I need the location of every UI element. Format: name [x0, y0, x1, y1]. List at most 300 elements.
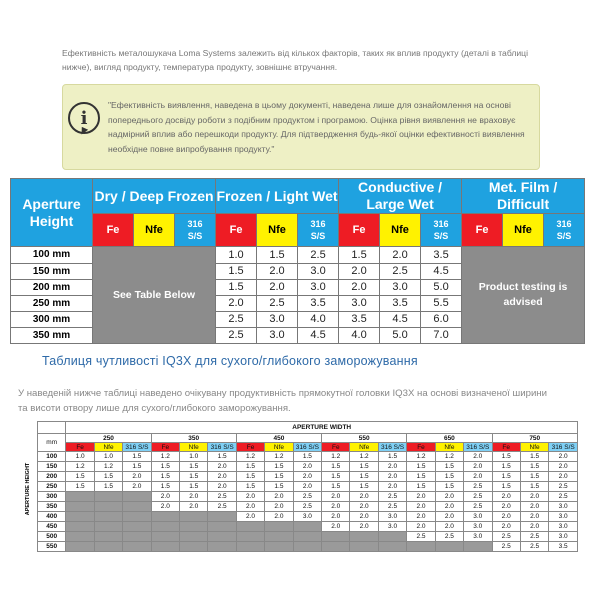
- value-cell: 1.5: [322, 462, 350, 472]
- value-cell: 2.5: [492, 542, 520, 552]
- value-cell: 1.5: [339, 247, 380, 263]
- width-header: 550: [322, 434, 407, 443]
- value-cell: 2.0: [208, 482, 236, 492]
- value-cell: 1.5: [66, 482, 94, 492]
- empty-cell: [94, 502, 122, 512]
- sensitivity-table: [37, 421, 578, 552]
- value-cell: 1.0: [66, 452, 94, 462]
- empty-cell: [151, 512, 179, 522]
- dry-see-below-note: See Table Below: [93, 247, 216, 344]
- fe-header: Fe: [339, 214, 380, 247]
- info-icon: i: [68, 102, 100, 134]
- value-cell: 2.0: [549, 472, 578, 482]
- table-row: [38, 512, 578, 522]
- value-cell: 1.2: [151, 452, 179, 462]
- table-row: [38, 482, 578, 492]
- value-cell: 2.0: [492, 512, 520, 522]
- value-cell: 1.5: [520, 482, 548, 492]
- value-cell: 2.0: [322, 502, 350, 512]
- value-cell: 3.0: [549, 512, 578, 522]
- nfe-header: Nfe: [435, 443, 463, 452]
- value-cell: 1.5: [350, 462, 378, 472]
- value-cell: 1.5: [350, 472, 378, 482]
- value-cell: 2.0: [265, 502, 293, 512]
- value-cell: 1.5: [151, 462, 179, 472]
- value-cell: 1.5: [236, 462, 264, 472]
- value-cell: 2.5: [549, 482, 578, 492]
- table-row: [38, 472, 578, 482]
- empty-cell: [293, 542, 321, 552]
- value-cell: 2.0: [322, 512, 350, 522]
- aperture-height-header: Aperture Height: [11, 179, 93, 247]
- value-cell: 3.0: [549, 502, 578, 512]
- height-label: 300: [38, 492, 66, 502]
- empty-cell: [66, 532, 94, 542]
- fe-header: Fe: [407, 443, 435, 452]
- value-cell: 1.5: [257, 247, 298, 263]
- value-cell: 2.0: [322, 492, 350, 502]
- value-cell: 1.0: [216, 247, 257, 263]
- empty-cell: [94, 542, 122, 552]
- value-cell: 2.5: [216, 327, 257, 343]
- value-cell: 2.0: [492, 522, 520, 532]
- empty-cell: [208, 522, 236, 532]
- value-cell: 2.5: [492, 532, 520, 542]
- value-cell: 2.0: [236, 492, 264, 502]
- value-cell: 1.2: [66, 462, 94, 472]
- value-cell: 2.5: [407, 532, 435, 542]
- empty-cell: [464, 542, 492, 552]
- value-cell: 7.0: [421, 327, 462, 343]
- ss-header: 316 S/S: [123, 443, 151, 452]
- value-cell: 2.0: [407, 502, 435, 512]
- value-cell: 1.5: [123, 462, 151, 472]
- value-cell: 3.0: [464, 522, 492, 532]
- nfe-header: Nfe: [134, 214, 175, 247]
- value-cell: 1.5: [492, 452, 520, 462]
- group-dry-header: Dry / Deep Frozen: [93, 179, 216, 214]
- nfe-header: Nfe: [257, 214, 298, 247]
- value-cell: 1.0: [180, 452, 208, 462]
- group-frozen-header: Frozen / Light Wet: [216, 179, 339, 214]
- table-row: [38, 462, 578, 472]
- value-cell: 1.5: [435, 482, 463, 492]
- empty-cell: [180, 512, 208, 522]
- nfe-header: Nfe: [503, 214, 544, 247]
- value-cell: 2.5: [257, 295, 298, 311]
- value-cell: 2.5: [216, 311, 257, 327]
- value-cell: 2.0: [350, 502, 378, 512]
- value-cell: 1.5: [180, 482, 208, 492]
- value-cell: 2.0: [322, 522, 350, 532]
- mm-label: mm: [38, 434, 66, 452]
- empty-cell: [151, 542, 179, 552]
- corner-cell: [38, 422, 66, 434]
- value-cell: 2.5: [298, 247, 339, 263]
- empty-cell: [350, 532, 378, 542]
- height-label: 550: [38, 542, 66, 552]
- value-cell: 1.5: [123, 452, 151, 462]
- value-cell: 2.0: [435, 522, 463, 532]
- empty-cell: [350, 542, 378, 552]
- ss-header: 316 S/S: [421, 214, 462, 247]
- value-cell: 1.5: [492, 472, 520, 482]
- empty-cell: [265, 532, 293, 542]
- empty-cell: [322, 542, 350, 552]
- ss-header: 316 S/S: [549, 443, 578, 452]
- value-cell: 1.5: [407, 482, 435, 492]
- ss-header: 316 S/S: [378, 443, 406, 452]
- value-cell: 2.5: [293, 492, 321, 502]
- value-cell: 2.0: [520, 512, 548, 522]
- height-label: 350: [38, 502, 66, 512]
- fe-header: Fe: [66, 443, 94, 452]
- value-cell: 2.0: [378, 462, 406, 472]
- empty-cell: [407, 542, 435, 552]
- value-cell: 2.0: [380, 247, 421, 263]
- value-cell: 1.2: [435, 452, 463, 462]
- width-header: 250: [66, 434, 151, 443]
- width-header: 350: [151, 434, 236, 443]
- empty-cell: [123, 532, 151, 542]
- table-description: У наведеній нижче таблиці наведено очікувану продуктивність прямокутної головки IQ3X на основі визначеної ширини та висоти отвору лише для сухого/глибокого заморожування.: [18, 388, 547, 414]
- value-cell: 2.5: [464, 492, 492, 502]
- value-cell: 1.5: [236, 472, 264, 482]
- value-cell: 3.0: [378, 512, 406, 522]
- value-cell: 2.0: [407, 522, 435, 532]
- value-cell: 1.5: [293, 452, 321, 462]
- value-cell: 1.2: [350, 452, 378, 462]
- value-cell: 2.0: [339, 279, 380, 295]
- value-cell: 1.2: [265, 452, 293, 462]
- height-label: 100: [38, 452, 66, 462]
- height-label: 150: [38, 462, 66, 472]
- fe-header: Fe: [151, 443, 179, 452]
- value-cell: 1.5: [435, 462, 463, 472]
- value-cell: 2.0: [520, 502, 548, 512]
- value-cell: 2.5: [520, 532, 548, 542]
- empty-cell: [151, 532, 179, 542]
- value-cell: 1.0: [94, 452, 122, 462]
- value-cell: 1.5: [350, 482, 378, 492]
- empty-cell: [66, 492, 94, 502]
- value-cell: 3.5: [421, 247, 462, 263]
- value-cell: 2.0: [151, 502, 179, 512]
- empty-cell: [151, 522, 179, 532]
- row-label: 200 mm: [11, 279, 93, 295]
- value-cell: 1.2: [94, 462, 122, 472]
- value-cell: 3.0: [549, 532, 578, 542]
- value-cell: 3.0: [293, 512, 321, 522]
- value-cell: 1.5: [216, 279, 257, 295]
- value-cell: 2.5: [435, 532, 463, 542]
- empty-cell: [378, 532, 406, 542]
- fe-header: Fe: [492, 443, 520, 452]
- table-row: [38, 502, 578, 512]
- value-cell: 4.5: [380, 311, 421, 327]
- nfe-header: Nfe: [180, 443, 208, 452]
- value-cell: 1.5: [407, 472, 435, 482]
- value-cell: 3.5: [298, 295, 339, 311]
- value-cell: 1.5: [520, 472, 548, 482]
- value-cell: 3.0: [549, 522, 578, 532]
- value-cell: 1.5: [236, 482, 264, 492]
- fe-header: Fe: [93, 214, 134, 247]
- value-cell: 2.0: [435, 492, 463, 502]
- value-cell: 1.5: [66, 472, 94, 482]
- height-label: 400: [38, 512, 66, 522]
- value-cell: 2.0: [265, 512, 293, 522]
- value-cell: 2.0: [350, 522, 378, 532]
- empty-cell: [180, 522, 208, 532]
- width-header: 750: [492, 434, 578, 443]
- value-cell: 2.0: [492, 492, 520, 502]
- value-cell: 3.5: [339, 311, 380, 327]
- fe-header: Fe: [462, 214, 503, 247]
- height-label: 450: [38, 522, 66, 532]
- ss-header: 316 S/S: [544, 214, 585, 247]
- value-cell: 3.5: [380, 295, 421, 311]
- value-cell: 1.5: [492, 482, 520, 492]
- empty-cell: [265, 522, 293, 532]
- empty-cell: [94, 492, 122, 502]
- sensitivity-table-wrap: [20, 421, 578, 552]
- ss-header: 316 S/S: [298, 214, 339, 247]
- value-cell: 3.5: [549, 542, 578, 552]
- value-cell: 2.5: [380, 263, 421, 279]
- group-conductive-header: Conductive / Large Wet: [339, 179, 462, 214]
- value-cell: 2.0: [435, 512, 463, 522]
- value-cell: 2.0: [350, 492, 378, 502]
- value-cell: 2.0: [293, 482, 321, 492]
- value-cell: 2.0: [265, 492, 293, 502]
- value-cell: 2.5: [208, 502, 236, 512]
- value-cell: 2.0: [378, 482, 406, 492]
- fe-header: Fe: [236, 443, 264, 452]
- value-cell: 2.0: [549, 462, 578, 472]
- fe-header: Fe: [216, 214, 257, 247]
- empty-cell: [435, 542, 463, 552]
- empty-cell: [123, 502, 151, 512]
- value-cell: 2.5: [208, 492, 236, 502]
- value-cell: 1.5: [94, 482, 122, 492]
- value-cell: 1.5: [208, 452, 236, 462]
- height-label: 250: [38, 482, 66, 492]
- value-cell: 2.0: [257, 279, 298, 295]
- value-cell: 1.5: [216, 263, 257, 279]
- height-label: 200: [38, 472, 66, 482]
- detection-table: [10, 178, 585, 344]
- row-label: 350 mm: [11, 327, 93, 343]
- value-cell: 5.5: [421, 295, 462, 311]
- value-cell: 1.5: [151, 472, 179, 482]
- empty-cell: [66, 502, 94, 512]
- value-cell: 2.5: [378, 502, 406, 512]
- info-note: [62, 84, 540, 170]
- value-cell: 3.0: [339, 295, 380, 311]
- empty-cell: [180, 532, 208, 542]
- value-cell: 2.0: [407, 512, 435, 522]
- value-cell: 1.5: [180, 472, 208, 482]
- value-cell: 2.0: [236, 502, 264, 512]
- empty-cell: [66, 542, 94, 552]
- empty-cell: [94, 532, 122, 542]
- empty-cell: [208, 542, 236, 552]
- empty-cell: [66, 522, 94, 532]
- value-cell: 2.0: [464, 452, 492, 462]
- value-cell: 2.5: [520, 542, 548, 552]
- value-cell: 2.0: [464, 462, 492, 472]
- empty-cell: [66, 512, 94, 522]
- value-cell: 2.5: [549, 492, 578, 502]
- value-cell: 2.0: [123, 482, 151, 492]
- value-cell: 2.0: [339, 263, 380, 279]
- nfe-header: Nfe: [350, 443, 378, 452]
- value-cell: 1.5: [407, 462, 435, 472]
- value-cell: 2.0: [216, 295, 257, 311]
- value-cell: 2.0: [257, 263, 298, 279]
- table-row: [11, 247, 585, 263]
- empty-cell: [123, 542, 151, 552]
- value-cell: 3.0: [464, 532, 492, 542]
- aperture-width-title: APERTURE WIDTH: [66, 422, 578, 434]
- value-cell: 1.5: [151, 482, 179, 492]
- value-cell: 3.0: [257, 311, 298, 327]
- value-cell: 2.5: [464, 482, 492, 492]
- table-row: [38, 492, 578, 502]
- value-cell: 2.0: [293, 472, 321, 482]
- row-label: 100 mm: [11, 247, 93, 263]
- value-cell: 2.0: [464, 472, 492, 482]
- value-cell: 2.0: [435, 502, 463, 512]
- empty-cell: [94, 522, 122, 532]
- value-cell: 1.2: [322, 452, 350, 462]
- empty-cell: [322, 532, 350, 542]
- value-cell: 3.0: [257, 327, 298, 343]
- value-cell: 4.0: [298, 311, 339, 327]
- empty-cell: [94, 512, 122, 522]
- value-cell: 3.0: [298, 263, 339, 279]
- empty-cell: [378, 542, 406, 552]
- value-cell: 2.0: [208, 472, 236, 482]
- value-cell: 3.0: [378, 522, 406, 532]
- value-cell: 2.0: [180, 492, 208, 502]
- empty-cell: [123, 492, 151, 502]
- empty-cell: [293, 532, 321, 542]
- value-cell: 2.0: [293, 462, 321, 472]
- value-cell: 1.5: [322, 482, 350, 492]
- value-cell: 2.5: [464, 502, 492, 512]
- width-header: 650: [407, 434, 492, 443]
- row-label: 150 mm: [11, 263, 93, 279]
- empty-cell: [208, 532, 236, 542]
- value-cell: 2.0: [549, 452, 578, 462]
- value-cell: 4.5: [421, 263, 462, 279]
- empty-cell: [236, 532, 264, 542]
- value-cell: 2.0: [520, 522, 548, 532]
- empty-cell: [180, 542, 208, 552]
- value-cell: 1.5: [265, 482, 293, 492]
- value-cell: 1.5: [520, 452, 548, 462]
- value-cell: 2.0: [407, 492, 435, 502]
- ss-header: 316 S/S: [175, 214, 216, 247]
- value-cell: 2.0: [208, 462, 236, 472]
- row-label: 250 mm: [11, 295, 93, 311]
- empty-cell: [265, 542, 293, 552]
- value-cell: 2.0: [520, 492, 548, 502]
- value-cell: 2.0: [180, 502, 208, 512]
- value-cell: 2.0: [350, 512, 378, 522]
- table-row: [38, 452, 578, 462]
- value-cell: 1.5: [265, 462, 293, 472]
- table-row: [38, 522, 578, 532]
- value-cell: 1.5: [492, 462, 520, 472]
- nfe-header: Nfe: [380, 214, 421, 247]
- fe-header: Fe: [322, 443, 350, 452]
- value-cell: 1.5: [435, 472, 463, 482]
- ss-header: 316 S/S: [464, 443, 492, 452]
- value-cell: 5.0: [380, 327, 421, 343]
- value-cell: 2.5: [378, 492, 406, 502]
- metfilm-testing-note: Product testing is advised: [462, 247, 585, 344]
- value-cell: 1.2: [236, 452, 264, 462]
- height-label: 500: [38, 532, 66, 542]
- empty-cell: [123, 522, 151, 532]
- sub-header-row: [11, 214, 585, 247]
- value-cell: 3.0: [380, 279, 421, 295]
- empty-cell: [208, 512, 236, 522]
- value-cell: 1.5: [322, 472, 350, 482]
- value-cell: 6.0: [421, 311, 462, 327]
- aperture-height-axis-label: APERTURE HEIGHT: [25, 462, 31, 516]
- value-cell: 5.0: [421, 279, 462, 295]
- empty-cell: [123, 512, 151, 522]
- intro-paragraph: Ефективність металошукача Loma Systems залежить від кількох факторів, таких як вплив продукту (деталі в таблиці нижче), вигляд продукту, температура продукту, зовнішнє втручання.: [62, 48, 528, 72]
- ss-header: 316 S/S: [293, 443, 321, 452]
- value-cell: 1.5: [520, 462, 548, 472]
- value-cell: 2.0: [378, 472, 406, 482]
- value-cell: 2.0: [236, 512, 264, 522]
- value-cell: 2.5: [293, 502, 321, 512]
- empty-cell: [236, 522, 264, 532]
- table-row: [38, 542, 578, 552]
- ss-header: 316 S/S: [208, 443, 236, 452]
- nfe-header: Nfe: [520, 443, 548, 452]
- group-metfilm-header: Met. Film / Difficult: [462, 179, 585, 214]
- value-cell: 3.0: [298, 279, 339, 295]
- value-cell: 1.2: [407, 452, 435, 462]
- value-cell: 1.5: [265, 472, 293, 482]
- note-text: "Ефективність виявлення, наведена в цьому документі, наведена лише для ознайомлення на основі попереднього досвіду роботи з подібним продуктом і програмою. Оцінка рівня виявлення не враховує надмірний вплив або перешкоди продукту. Для підтвердження будь-якої оцінки ефективності виявлення необхідне повне випробування продукту.": [108, 100, 525, 154]
- value-cell: 4.5: [298, 327, 339, 343]
- nfe-header: Nfe: [94, 443, 122, 452]
- nfe-header: Nfe: [265, 443, 293, 452]
- empty-cell: [236, 542, 264, 552]
- value-cell: 3.0: [464, 512, 492, 522]
- value-cell: 2.0: [151, 492, 179, 502]
- value-cell: 1.5: [180, 462, 208, 472]
- value-cell: 2.0: [492, 502, 520, 512]
- table-row: [38, 532, 578, 542]
- value-cell: 4.0: [339, 327, 380, 343]
- row-label: 300 mm: [11, 311, 93, 327]
- table-subtitle: Таблиця чутливості IQ3X для сухого/глибокого заморожування: [42, 354, 418, 368]
- value-cell: 1.5: [94, 472, 122, 482]
- value-cell: 2.0: [123, 472, 151, 482]
- width-header: 450: [236, 434, 321, 443]
- empty-cell: [293, 522, 321, 532]
- value-cell: 1.5: [378, 452, 406, 462]
